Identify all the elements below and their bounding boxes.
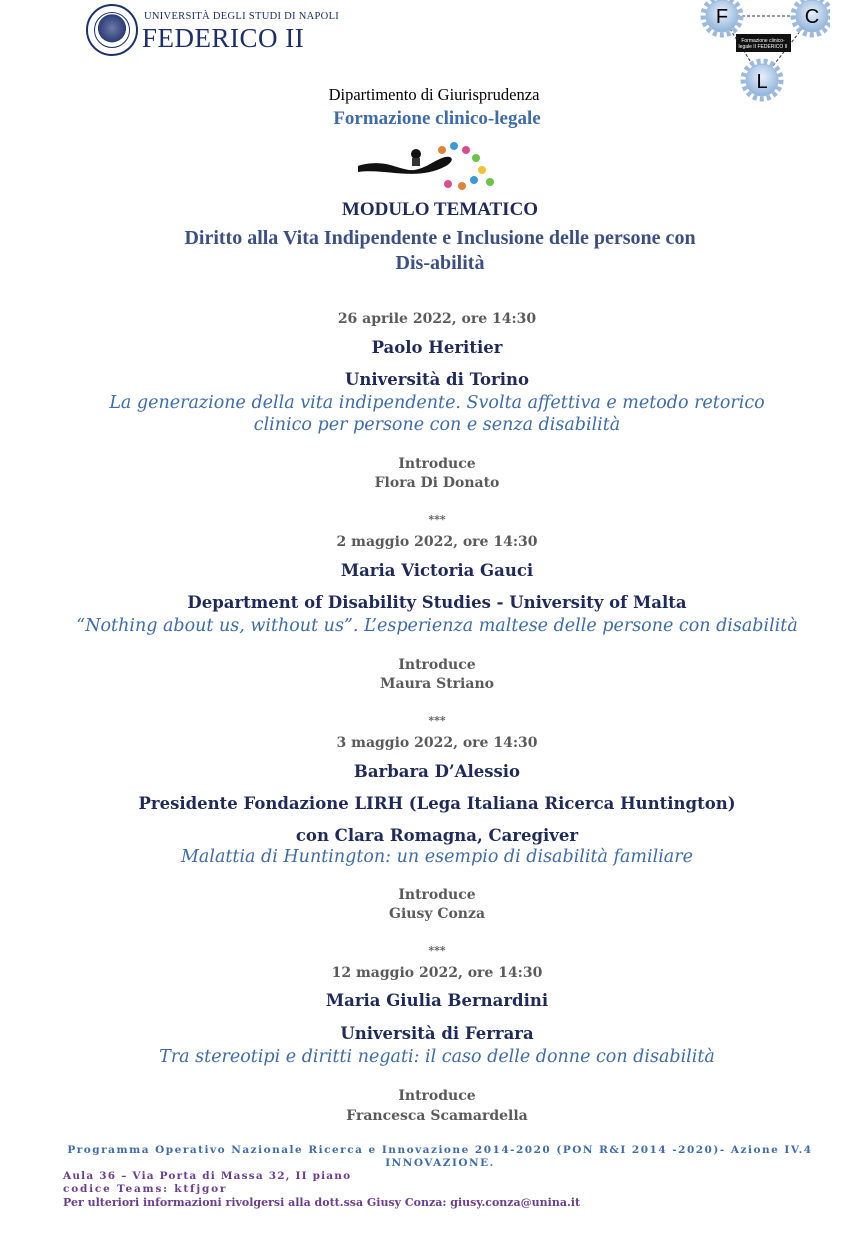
university-seal-icon xyxy=(86,4,138,56)
session-affiliation-guest: con Clara Romagna, Caregiver xyxy=(295,826,579,845)
contact-info: Per ulteriori informazioni rivolgersi alla dott.ssa Giusy Conza: giusy.conza@unina.it xyxy=(63,1196,581,1209)
session-speaker: Maria Giulia Bernardini xyxy=(325,991,549,1010)
intro-name: Francesca Scamardella xyxy=(346,1108,528,1124)
session-affiliation: Università di Ferrara xyxy=(340,1024,534,1043)
session-speaker: Maria Victoria Gauci xyxy=(340,561,534,580)
separator: *** xyxy=(428,714,446,727)
svg-text:C: C xyxy=(804,6,820,28)
session-affiliation: Università di Torino xyxy=(345,370,529,389)
session-talk-title: Malattia di Huntington: un esempio di disabilità familiare xyxy=(181,847,693,867)
hands-illustration-icon xyxy=(356,138,502,194)
university-name-small: UNIVERSITÀ DEGLI STUDI DI NAPOLI xyxy=(144,11,340,22)
session-talk-title: La generazione della vita indipendente. Svolta affettiva e metodo retorico xyxy=(109,393,765,413)
department-name: Dipartimento di Giurisprudenza xyxy=(328,85,540,104)
intro-label: Introduce xyxy=(398,657,476,673)
session-date: 2 maggio 2022, ore 14:30 xyxy=(336,534,538,550)
intro-label: Introduce xyxy=(398,456,476,472)
session-talk-title: Tra stereotipi e diritti negati: il caso delle donne con disabilità xyxy=(159,1047,715,1067)
session-affiliation: Presidente Fondazione LIRH (Lega Italiana Ricerca Huntington) xyxy=(138,794,736,813)
intro-name: Maura Striano xyxy=(380,676,494,692)
program-funding-note: Programma Operativo Nazionale Ricerca e Innovazione 2014-2020 (PON R&I 2014 -2020)- Azione IV.4 INNOVAZIONE. xyxy=(67,1144,813,1169)
teams-code: codice Teams: ktfjgor xyxy=(63,1183,228,1195)
module-heading: MODULO TEMATICO xyxy=(341,199,539,220)
svg-text:L: L xyxy=(756,71,768,93)
university-name-big: FEDERICO II xyxy=(142,23,305,53)
session-speaker: Paolo Heritier xyxy=(371,338,503,357)
separator: *** xyxy=(428,944,446,957)
intro-label: Introduce xyxy=(398,887,476,903)
intro-label: Introduce xyxy=(398,1088,476,1104)
intro-name: Flora Di Donato xyxy=(374,475,500,491)
intro-name: Giusy Conza xyxy=(388,906,486,922)
session-affiliation: Department of Disability Studies - University of Malta xyxy=(187,593,687,612)
fcl-label-line2: legale II FEDERICO II xyxy=(738,44,788,50)
gear-c-icon xyxy=(793,0,830,35)
session-speaker: Barbara D’Alessio xyxy=(353,762,521,781)
session-talk-title-cont: clinico per persone con e senza disabilità xyxy=(253,415,621,435)
session-talk-title: “Nothing about us, without us”. L’esperienza maltese delle persone con disabilità xyxy=(76,616,798,636)
gear-f-icon xyxy=(703,0,741,35)
session-date: 12 maggio 2022, ore 14:30 xyxy=(331,965,543,981)
svg-text:F: F xyxy=(715,6,729,28)
module-title: Diritto alla Vita Indipendente e Inclusione delle persone con Dis-abilità xyxy=(184,227,696,274)
fcl-label-line1: Formazione clinico- xyxy=(741,38,785,44)
program-title: Formazione clinico-legale xyxy=(333,108,541,129)
session-date: 26 aprile 2022, ore 14:30 xyxy=(337,311,537,327)
separator: *** xyxy=(428,513,446,526)
session-date: 3 maggio 2022, ore 14:30 xyxy=(336,735,538,751)
university-logo xyxy=(86,4,340,62)
location-info: Aula 36 – Via Porta di Massa 32, II piano xyxy=(63,1170,352,1182)
